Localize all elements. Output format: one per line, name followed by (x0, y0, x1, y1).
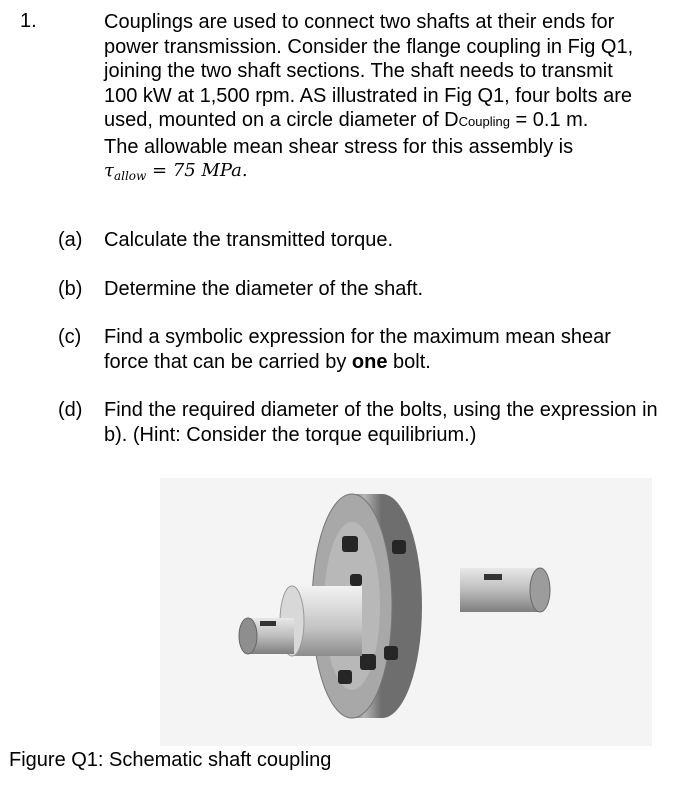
bold-word: one (351, 350, 388, 373)
part-label: (c) (58, 326, 82, 348)
intro-line (104, 108, 664, 135)
line-text: = 0.1 m. (509, 109, 589, 131)
stress-value: = 75 MPa. (146, 160, 248, 181)
stress-formula (104, 159, 664, 189)
line-text: used, mounted on a circle diameter of D (104, 109, 459, 131)
part-text-end: bolt. (387, 350, 431, 373)
part-text: Find the required diameter of the bolts, using the expression in b). (Hint: Consider the torque equilibrium.) (104, 399, 658, 446)
coupling-figure (160, 478, 652, 746)
part-text: Determine the diameter of the shaft. (104, 278, 424, 300)
right-shaft (460, 568, 550, 612)
tau-symbol: τ (104, 160, 114, 181)
part-label: (b) (58, 278, 83, 300)
intro-line: Couplings are used to connect two shafts at their ends for (104, 11, 615, 33)
part-text (104, 325, 658, 374)
tau-subscript: allow (113, 169, 147, 183)
part-b (58, 277, 658, 302)
part-c (58, 325, 658, 374)
question-number: 1. (20, 10, 37, 32)
intro-line: power transmission. Consider the flange coupling in Fig Q1, (104, 35, 634, 58)
left-shaft (239, 618, 294, 654)
coupling-subscript: Coupling (458, 114, 510, 129)
part-label: (a) (58, 229, 83, 251)
part-text: Calculate the transmitted torque. (104, 229, 394, 251)
part-d (58, 398, 658, 447)
part-a (58, 228, 658, 253)
intro-line: joining the two shaft sections. The shaft needs to transmit (104, 60, 613, 82)
intro-line: The allowable mean shear stress for this assembly is (104, 135, 574, 158)
figure-caption: Figure Q1: Schematic shaft coupling (9, 749, 332, 771)
intro-line: 100 kW at 1,500 rpm. AS illustrated in Fig Q1, four bolts are (104, 84, 633, 107)
part-text-start: Find a symbolic expression for the maximum mean shear force that can be carried by (104, 326, 611, 373)
question-intro (104, 10, 664, 189)
part-label: (d) (58, 399, 83, 421)
